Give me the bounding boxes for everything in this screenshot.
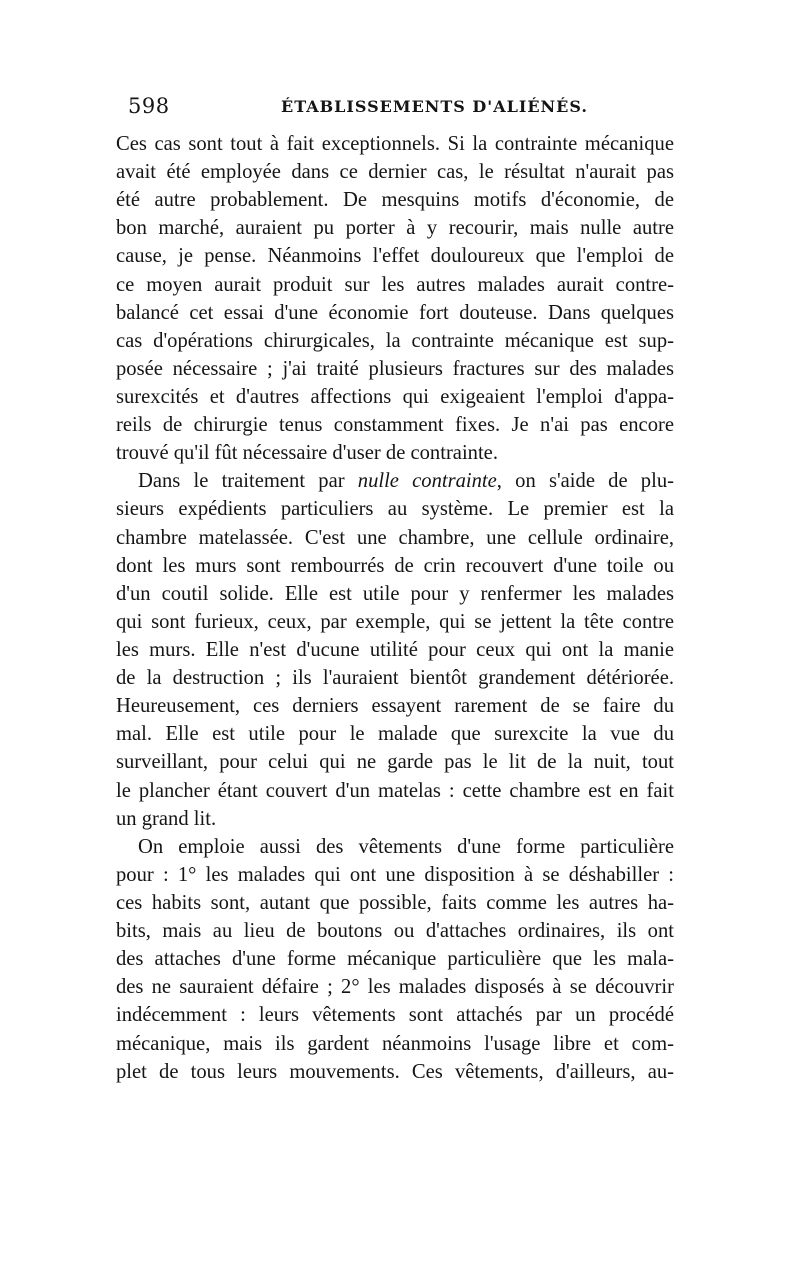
text-line: des attaches d'une forme mécanique particulière que les mala- [116,948,674,971]
text-line: Heureusement, ces derniers essayent rarement de se faire du [116,695,674,718]
text-line: trouvé qu'il fût nécessaire d'user de contrainte. [116,442,498,465]
paragraph-2 [116,467,674,832]
text-line: le plancher étant couvert d'un matelas : cette chambre est en fait [116,779,674,802]
body-text [116,130,674,1086]
text-line: chambre matelassée. C'est une chambre, une cellule ordinaire, [116,526,674,549]
page-header [128,94,672,124]
text-line: On emploie aussi des vêtements d'une forme particulière [138,835,674,858]
text-line [116,467,674,495]
text-line: bits, mais au lieu de boutons ou d'attaches ordinaires, ils ont [116,920,674,943]
text-line: ces habits sont, autant que possible, faits comme les autres ha- [116,891,674,914]
text-line: de la destruction ; ils l'auraient bientôt grandement détériorée. [116,667,674,690]
line-segment: , on s'aide de plu- [496,470,674,493]
page-number: 598 [128,94,170,118]
text-line: surexcités et d'autres affections qui exigeaient l'emploi d'appa- [116,385,674,408]
text-line: reils de chirurgie tenus constamment fixes. Je n'ai pas encore [116,414,674,437]
text-line: balancé cet essai d'une économie fort douteuse. Dans quelques [116,301,674,324]
running-title: ÉTABLISSEMENTS D'ALIÉNÉS. [281,97,588,116]
text-line: sieurs expédients particuliers au système. Le premier est la [116,498,674,521]
text-line: mécanique, mais ils gardent néanmoins l'usage libre et com- [116,1032,674,1055]
text-line: dont les murs sont rembourrés de crin recouvert d'une toile ou [116,554,674,577]
text-line: les murs. Elle n'est d'ucune utilité pour ceux qui ont la manie [116,638,674,661]
text-line: pour : 1° les malades qui ont une disposition à se déshabiller : [116,863,674,886]
emphasized-text: nulle contrainte [357,470,497,493]
text-line: avait été employée dans ce dernier cas, le résultat n'aurait pas [116,161,674,184]
text-line: des ne sauraient défaire ; 2° les malades disposés à se découvrir [116,976,674,999]
paragraph-1 [116,130,674,467]
text-line: bon marché, auraient pu porter à y recourir, mais nulle autre [116,217,674,240]
line-segment: Dans le traitement par [138,470,358,493]
text-line: un grand lit. [116,807,217,830]
text-line: été autre probablement. De mesquins motifs d'économie, de [116,189,674,212]
text-line: plet de tous leurs mouvements. Ces vêtements, d'ailleurs, au- [116,1060,674,1083]
text-line: d'un coutil solide. Elle est utile pour y renfermer les malades [116,582,674,605]
text-line: qui sont furieux, ceux, par exemple, qui se jettent la tête contre [116,610,674,633]
text-line: surveillant, pour celui qui ne garde pas le lit de la nuit, tout [116,751,674,774]
text-line: cause, je pense. Néanmoins l'effet douloureux que l'emploi de [116,245,674,268]
text-line: ce moyen aurait produit sur les autres malades aurait contre- [116,273,674,296]
paragraph-3 [116,833,674,1086]
text-line: Ces cas sont tout à fait exceptionnels. Si la contrainte mécanique [116,133,674,155]
text-line: cas d'opérations chirurgicales, la contrainte mécanique est sup- [116,329,674,352]
text-line: indécemment : leurs vêtements sont attachés par un procédé [116,1004,674,1027]
text-line: posée nécessaire ; j'ai traité plusieurs fractures sur des malades [116,357,674,380]
text-line: mal. Elle est utile pour le malade que surexcite la vue du [116,723,674,746]
